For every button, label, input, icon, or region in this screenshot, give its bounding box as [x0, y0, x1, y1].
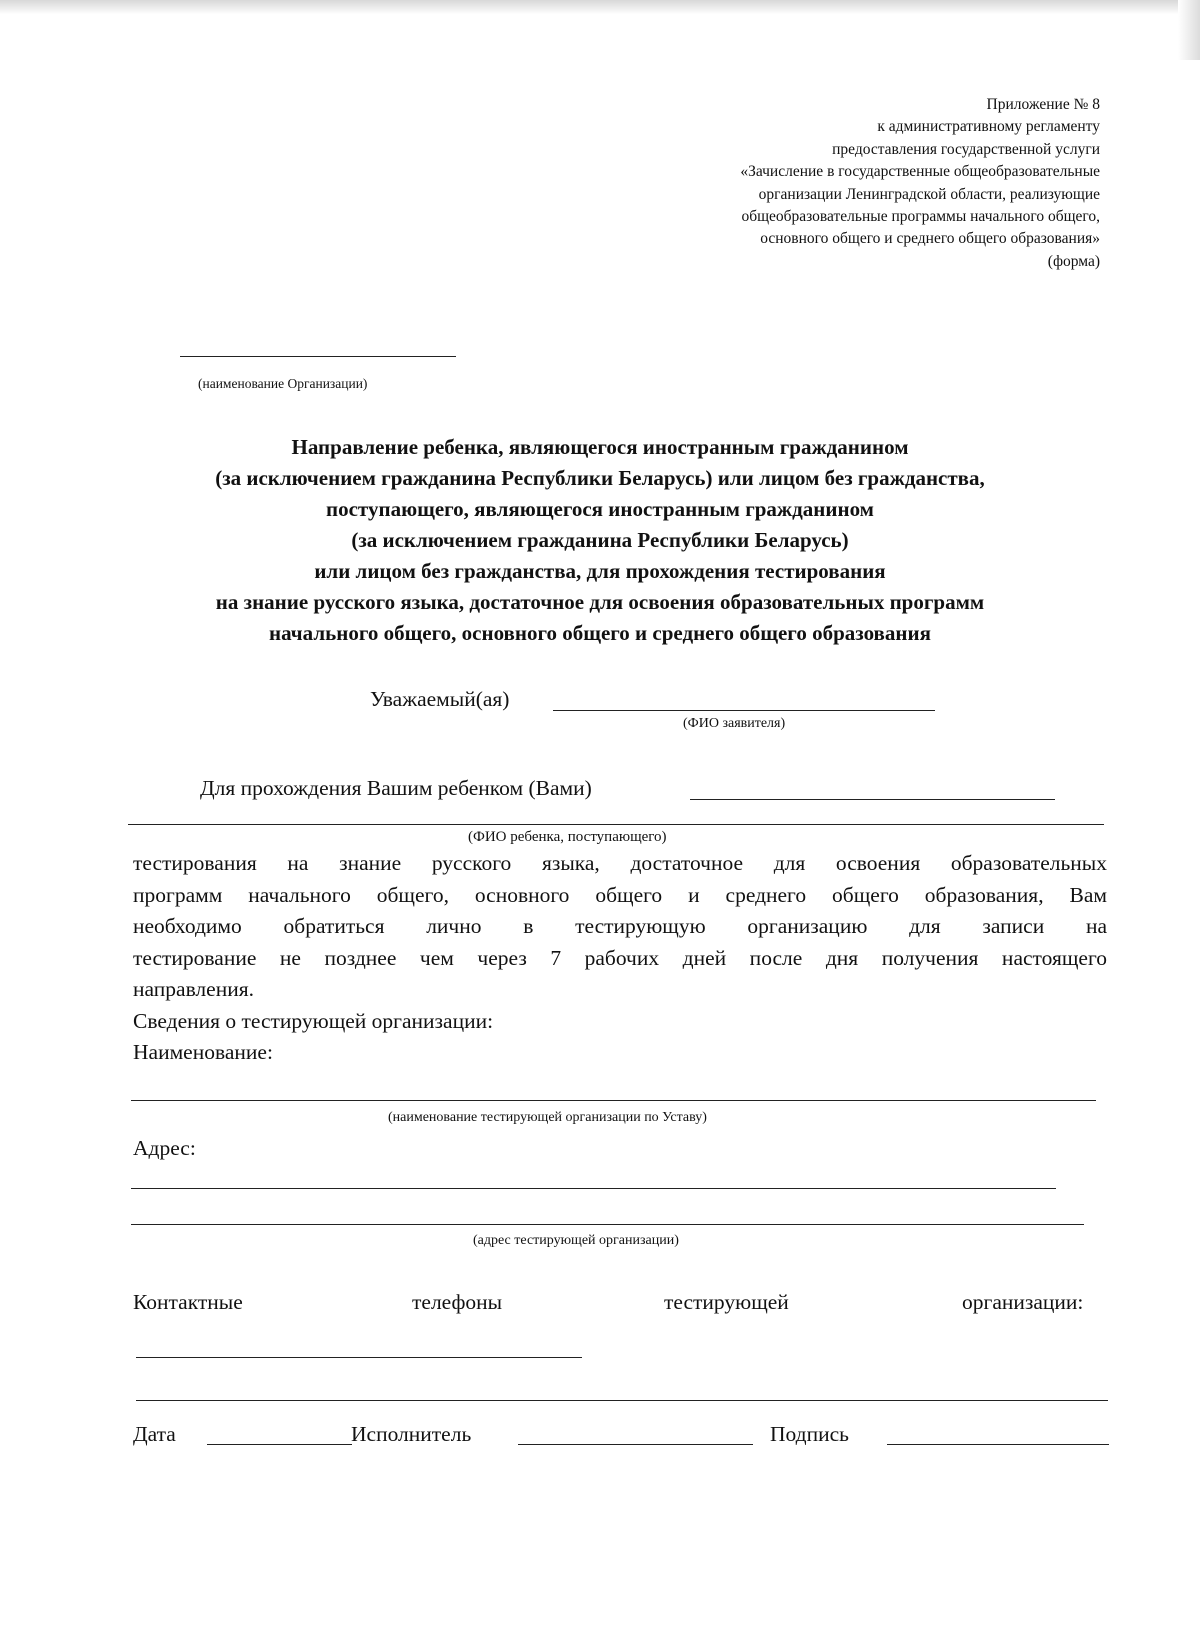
scan-edge-right — [1178, 0, 1200, 60]
title-line: Направление ребенка, являющегося иностранным гражданином — [291, 435, 909, 459]
testing-org-name-caption: (наименование тестирующей организации по Уставу) — [388, 1110, 707, 1125]
org-name-line[interactable] — [180, 356, 456, 357]
signature-line[interactable] — [887, 1444, 1109, 1445]
signature-label: Подпись — [770, 1422, 849, 1446]
child-name-line-2[interactable] — [128, 824, 1104, 825]
title-line: начального общего, основного общего и среднего общего образования — [269, 621, 931, 645]
header-line: основного общего и среднего общего образования» — [760, 230, 1100, 248]
testing-org-name-line[interactable] — [131, 1100, 1096, 1101]
contacts-line-1[interactable] — [136, 1357, 582, 1358]
date-line[interactable] — [207, 1444, 352, 1445]
child-name-caption: (ФИО ребенка, поступающего) — [468, 829, 667, 845]
header-line: к административному регламенту — [877, 118, 1100, 136]
child-line-label: Для прохождения Вашим ребенком (Вами) — [200, 776, 592, 800]
document-title — [100, 432, 1100, 649]
body-line: тестирования на знание русского языка, достаточное для освоения образовательных — [133, 851, 1107, 875]
body-line: тестирование не позднее чем через 7 рабочих дней после дня получения настоящего — [133, 945, 1107, 970]
address-line-2[interactable] — [131, 1224, 1084, 1225]
child-name-line-1[interactable] — [690, 799, 1055, 800]
body-paragraph — [133, 848, 1107, 1069]
greeting-label: Уважаемый(ая) — [370, 687, 510, 711]
address-caption: (адрес тестирующей организации) — [473, 1233, 679, 1248]
testing-org-name-label: Наименование: — [133, 1040, 273, 1064]
contacts-line-2[interactable] — [136, 1400, 1108, 1401]
body-line: программ начального общего, основного общего и среднего общего образования, Вам — [133, 882, 1107, 907]
contacts-word: телефоны — [412, 1290, 503, 1314]
title-line: на знание русского языка, достаточное для освоения образовательных программ — [215, 590, 985, 614]
date-label: Дата — [133, 1422, 176, 1446]
address-label: Адрес: — [133, 1136, 196, 1160]
header-line: (форма) — [1047, 252, 1100, 270]
applicant-name-caption: (ФИО заявителя) — [683, 716, 786, 731]
header-line: предоставления государственной услуги — [832, 140, 1100, 158]
header-line: организации Ленинградской области, реализующие — [758, 185, 1100, 203]
body-line: необходимо обратиться лично в тестирующую организацию для записи на — [133, 914, 1107, 938]
attachment-header — [580, 94, 1100, 273]
contacts-word: организации: — [962, 1290, 1084, 1314]
executor-label: Исполнитель — [351, 1422, 472, 1446]
title-line: (за исключением гражданина Республики Беларусь) или лицом без гражданства, — [215, 466, 985, 490]
title-line: поступающего, являющегося иностранным гражданином — [326, 497, 874, 521]
header-line: общеобразовательные программы начального общего, — [741, 208, 1100, 226]
header-line: «Зачисление в государственные общеобразовательные — [740, 163, 1100, 181]
header-line: Приложение № 8 — [986, 96, 1100, 113]
title-line: или лицом без гражданства, для прохождения тестирования — [314, 559, 886, 583]
body-line: направления. — [133, 977, 254, 1001]
org-name-caption: (наименование Организации) — [198, 376, 368, 391]
contacts-word: Контактные — [133, 1290, 243, 1314]
contacts-word: тестирующей — [664, 1290, 789, 1314]
address-line-1[interactable] — [131, 1188, 1056, 1189]
title-line: (за исключением гражданина Республики Беларусь) — [351, 528, 849, 552]
applicant-name-line[interactable] — [553, 710, 935, 711]
scan-edge — [0, 0, 1200, 14]
executor-line[interactable] — [518, 1444, 753, 1445]
testing-org-heading: Сведения о тестирующей организации: — [133, 1008, 494, 1033]
